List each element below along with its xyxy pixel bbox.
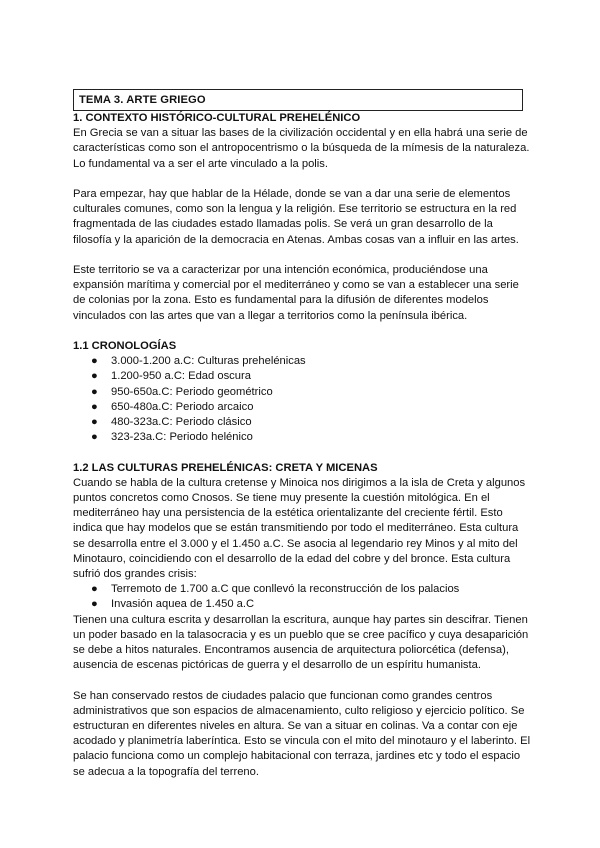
text-line: administrativos que son espacios de almacenamiento, culto religioso y ejercicio político. Se — [73, 704, 525, 717]
text-line: acodado y planimetría laberíntica. Esto se vincula con el mito del minotauro y el laberinto. El — [73, 735, 531, 748]
text-line: características como son el antropocentrismo o la búsqueda de la mímesis de la naturaleza. — [73, 142, 530, 155]
document-title: TEMA 3. ARTE GRIEGO — [79, 94, 206, 106]
text-line: puntos concretos como Cnosos. Se tiene muy presente la cuestión mitológica. En el — [73, 492, 490, 505]
bullet-icon: ● — [91, 385, 98, 398]
section-1-paragraph-3 — [73, 263, 533, 324]
list-item: ● Terremoto de 1.700 a.C que conllevó la reconstrucción de los palacios — [73, 582, 533, 597]
section-1-paragraph-1 — [73, 126, 533, 172]
bullet-icon: ● — [91, 583, 98, 596]
text-line: expansión marítima y comercial por el mediterráneo y como se van a establecer una serie — [73, 279, 519, 292]
section-1-paragraph-2 — [73, 187, 533, 248]
bullet-icon: ● — [91, 370, 98, 383]
text-line: Este territorio se va a caracterizar por una intención económica, produciéndose una — [73, 264, 488, 276]
list-item: ● 3.000-1.200 a.C: Culturas prehelénicas — [73, 354, 533, 369]
text-line: ausencia de escenas pictóricas de guerra y el desarrollo de un espíritu humanista. — [73, 659, 481, 672]
text-line: vinculados con las artes que van a llegar a territorios como la península ibérica. — [73, 309, 468, 322]
document-body — [73, 111, 533, 780]
section-1-2-paragraph-3 — [73, 689, 533, 780]
text-line: mediterráneo hay una persistencia de la estética orientalizante del creciente fértil. Esto — [73, 507, 503, 520]
section-1-1-heading: 1.1 CRONOLOGÍAS — [73, 340, 177, 352]
text-line: de colonias por la zona. Esto es fundamental para la difusión de diferentes modelos — [73, 294, 489, 307]
section-1-heading: 1. CONTEXTO HISTÓRICO-CULTURAL PREHELÉNICO — [73, 112, 361, 124]
bullet-icon: ● — [91, 598, 98, 611]
list-item: ● 650-480a.C: Periodo arcaico — [73, 400, 533, 415]
list-item: ● 323-23a.C: Periodo helénico — [73, 430, 533, 445]
list-item: ● 950-650a.C: Periodo geométrico — [73, 385, 533, 400]
text-line: Lo fundamental va a ser el arte vinculado a la polis. — [73, 157, 328, 170]
section-1-2-heading: 1.2 LAS CULTURAS PREHELÉNICAS: CRETA Y MICENAS — [73, 461, 378, 474]
text-line: Tienen una cultura escrita y desarrollan la escritura, aunque hay partes sin descifrar. Tienen — [73, 613, 528, 626]
list-item: ● 480-323a.C: Periodo clásico — [73, 415, 533, 430]
text-line: se desarrolla entre el 3.000 y el 1.450 a.C. Se asocia al legendario rey Minos y al mito del — [73, 537, 518, 550]
text-line: culturales comunes, como son la lengua y la religión. Ese territorio se estructura en la red — [73, 203, 517, 216]
text-line: filosofía y la aparición de la democracia en Atenas. Ambas cosas van a influir en las artes. — [73, 233, 519, 246]
text-line: se adecua a la topografía del terreno. — [73, 765, 259, 778]
bullet-icon: ● — [91, 416, 98, 429]
list-item: ● Invasión aquea de 1.450 a.C — [73, 597, 533, 612]
crisis-list — [73, 582, 533, 612]
bullet-icon: ● — [91, 400, 98, 413]
text-line: se debe a hitos naturales. Encontramos ausencia de arquitectura poliorcética (defensa), — [73, 644, 509, 657]
text-line: Para empezar, hay que hablar de la Hélade, donde se van a dar una serie de elementos — [73, 188, 511, 200]
text-line: estructuran en diferentes niveles en altura. Se van a situar en colinas. Va a contar con eje — [73, 720, 518, 733]
text-line: En Grecia se van a situar las bases de la civilización occidental y en ella habrá una serie de — [73, 127, 528, 140]
text-line: fragmentada de las ciudades estado llamadas polis. Se verá un gran desarrollo de la — [73, 218, 493, 231]
section-1-2-paragraph-1 — [73, 476, 533, 582]
text-line: Se han conservado restos de ciudades palacio que funcionan como grandes centros — [73, 689, 493, 702]
text-line: palacio funciona como un complejo habitacional con terraza, jardines etc y todo el espacio — [73, 750, 521, 763]
title-box — [73, 89, 523, 111]
bullet-icon: ● — [91, 431, 98, 444]
chronology-list — [73, 354, 533, 445]
text-line: Minotauro, coincidiendo con el desarrollo de la edad del cobre y del bronce. Esta cultura — [73, 552, 511, 565]
bullet-icon: ● — [91, 355, 98, 368]
text-line: un poder basado en la talasocracia y es un pueblo que se cree pacífico y cuya desaparición — [73, 628, 529, 641]
text-line: indica que hay modelos que se están transmitiendo por todo el mediterráneo. Esta cultura — [73, 522, 519, 535]
section-1-2-paragraph-2 — [73, 613, 533, 674]
text-line: Cuando se habla de la cultura cretense y Minoica nos dirigimos a la isla de Creta y algunos — [73, 476, 526, 489]
list-item: ● 1.200-950 a.C: Edad oscura — [73, 369, 533, 384]
text-line: sufrió dos grandes crisis: — [73, 568, 197, 581]
